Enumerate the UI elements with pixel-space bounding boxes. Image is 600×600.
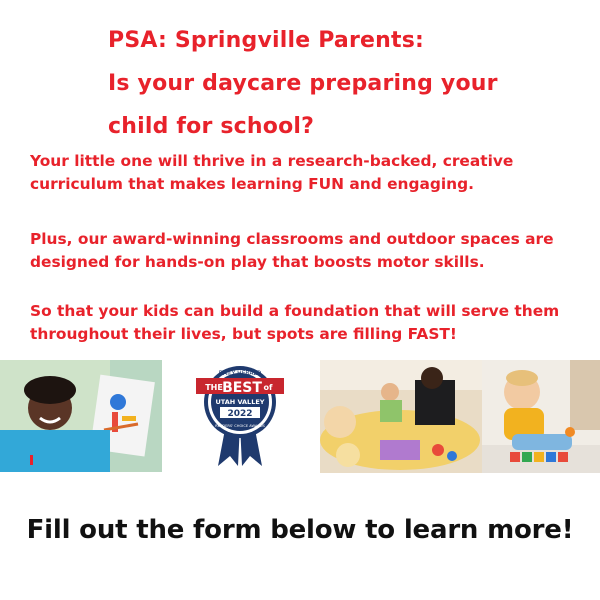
badge-region-text: UTAH VALLEY <box>215 398 265 406</box>
toddler-blocks-photo <box>482 360 600 473</box>
call-to-action: Fill out the form below to learn more! <box>26 515 574 545</box>
badge-best-text: BEST <box>222 380 262 396</box>
best-of-utah-valley-badge <box>190 362 290 470</box>
classroom-photo <box>320 360 482 473</box>
headline-line-1: PSA: Springville Parents: <box>108 28 425 53</box>
paragraph-classrooms: Plus, our award-winning classrooms and outdoor spaces are designed for hands-on play that boosts motor skills. <box>30 230 554 271</box>
paragraph-curriculum: Your little one will thrive in a research-backed, creative curriculum that makes learning FUN and engaging. <box>30 152 514 193</box>
badge-year-text: 2022 <box>227 409 253 419</box>
headline-line-3: child for school? <box>108 114 315 139</box>
headline-line-2: Is your daycare preparing your <box>108 71 498 96</box>
badge-of-text: of <box>263 383 273 392</box>
badge-top-text: DAILY HERALD <box>218 370 262 377</box>
badge-sub-text: READERS' CHOICE AWARDS <box>215 424 265 428</box>
child-painting-photo <box>0 360 162 472</box>
badge-the-text: THE <box>205 383 223 392</box>
paragraph-foundation: So that your kids can build a foundation that will serve them throughout their lives, but spots are filling FAST! <box>30 302 560 343</box>
